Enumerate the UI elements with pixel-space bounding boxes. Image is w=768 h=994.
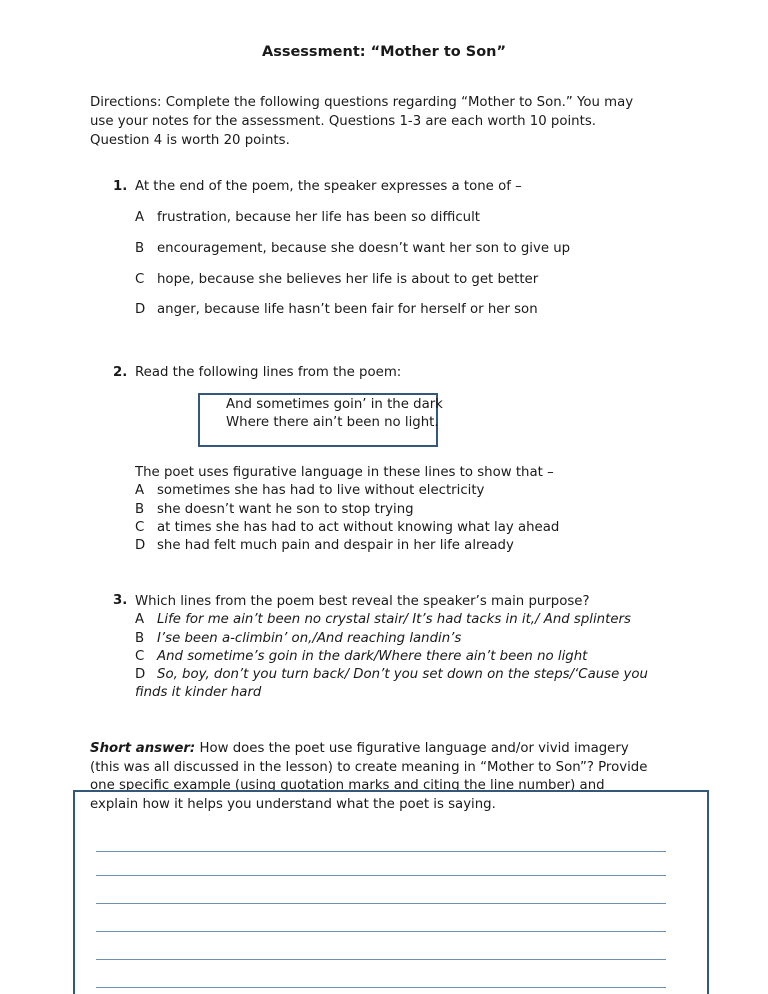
answer-line [96, 959, 666, 960]
question-3-number: 3. [113, 593, 128, 608]
question-2-stem: The poet uses figurative language in these lines to show that – A sometimes she has had to live without electricity B she doesn’t want he son to stop trying C at times she has had to act without knowing what lay ahead D she had felt much pain and despair in her life already [135, 464, 559, 555]
answer-line [96, 851, 666, 852]
question-3-options [135, 593, 648, 703]
question-3-prompt: Which lines from the poem best reveal the speaker’s main purpose? [135, 594, 590, 609]
answer-line [96, 875, 666, 876]
question-2-option-b: B she doesn’t want he son to stop trying [135, 501, 414, 517]
poem-excerpt [226, 396, 443, 432]
question-1-option-d: D anger, because life hasn’t been fair for herself or her son [135, 302, 538, 317]
directions [90, 93, 690, 150]
directions-line: use your notes for the assessment. Questions 1-3 are each worth 10 points. [90, 114, 596, 129]
answer-box[interactable] [73, 790, 709, 994]
question-2-option-c: C at times she has had to act without knowing what lay ahead [135, 519, 560, 535]
question-1-option-b: B encouragement, because she doesn’t want her son to give up [135, 241, 571, 256]
page-title: Assessment: “Mother to Son” [261, 44, 507, 60]
directions-line: Directions: Complete the following questions regarding “Mother to Son.” You may [90, 95, 634, 110]
question-3-option-c: C And sometime’s goin in the dark/Where there ain’t been no light [135, 648, 588, 664]
poem-line: Where there ain’t been no light. [226, 415, 439, 430]
answer-line [96, 903, 666, 904]
question-1-option-c: C hope, because she believes her life is about to get better [135, 272, 539, 287]
question-3-option-a: A Life for me ain’t been no crystal stair/ It’s had tacks in it,/ And splinters [135, 612, 631, 628]
question-1-prompt: At the end of the poem, the speaker expresses a tone of – [135, 179, 522, 194]
question-3-option-b: B I’se been a-climbin’ on,/And reaching landin’s [135, 630, 462, 646]
question-2-prompt: Read the following lines from the poem: [135, 365, 402, 380]
question-1-number: 1. [113, 179, 128, 194]
poem-line: And sometimes goin’ in the dark [226, 397, 443, 412]
directions-line: Question 4 is worth 20 points. [90, 133, 290, 148]
short-answer-label: Short answer: [90, 741, 196, 756]
question-3-option-d: D So, boy, don’t you turn back/ Don’t you set down on the steps/‘Cause you [135, 667, 648, 683]
question-1-option-a: A frustration, because her life has been so difficult [135, 210, 480, 225]
question-2-option-a: A sometimes she has had to live without electricity [135, 483, 485, 499]
question-3-option-d-continuation: finds it kinder hard [135, 685, 262, 701]
question-2-number: 2. [113, 365, 128, 380]
short-answer-prompt: Short answer: How does the poet use figurative language and/or vivid imagery (this was all discussed in the lesson) to create meaning in “Mother to Son”? Provide one specific example (using quotation marks and citing the line number) and explain how it helps you understand what the poet is saying. [90, 741, 648, 812]
answer-line [96, 931, 666, 932]
answer-line [96, 987, 666, 988]
question-2-option-d: D she had felt much pain and despair in her life already [135, 538, 514, 554]
